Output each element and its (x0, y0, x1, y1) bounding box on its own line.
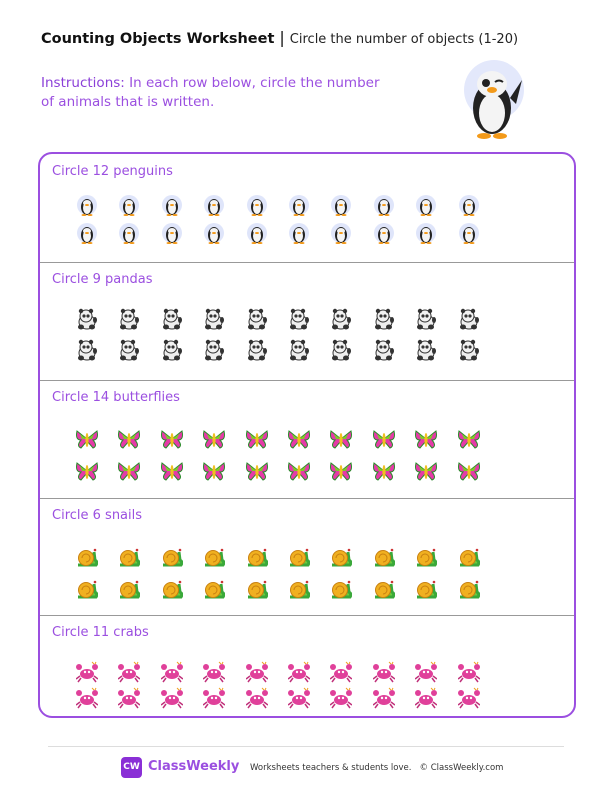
butterfly-icon[interactable] (161, 428, 183, 450)
penguin-icon[interactable] (161, 222, 183, 244)
crab-icon[interactable] (246, 661, 268, 683)
panda-icon[interactable] (246, 339, 268, 361)
panda-icon[interactable] (458, 308, 480, 330)
snail-icon[interactable] (288, 578, 310, 600)
section-label: Circle 12 penguins (52, 164, 173, 179)
crab-icon[interactable] (415, 687, 437, 709)
butterfly-icon[interactable] (373, 460, 395, 482)
penguin-icon[interactable] (118, 194, 140, 216)
panda-icon[interactable] (288, 339, 310, 361)
crab-icon[interactable] (161, 661, 183, 683)
butterfly-icon[interactable] (458, 428, 480, 450)
crab-icon[interactable] (118, 661, 140, 683)
snail-icon[interactable] (246, 546, 268, 568)
panda-icon[interactable] (373, 308, 395, 330)
panda-icon[interactable] (161, 308, 183, 330)
penguin-icon[interactable] (76, 222, 98, 244)
snail-icon[interactable] (373, 546, 395, 568)
butterfly-icon[interactable] (118, 460, 140, 482)
panda-icon[interactable] (161, 339, 183, 361)
snail-icon[interactable] (330, 578, 352, 600)
penguin-icon[interactable] (246, 194, 268, 216)
butterfly-icon[interactable] (288, 460, 310, 482)
snail-icon[interactable] (415, 578, 437, 600)
crab-icon[interactable] (288, 687, 310, 709)
snail-icon[interactable] (288, 546, 310, 568)
butterfly-icon[interactable] (288, 428, 310, 450)
crab-icon[interactable] (373, 661, 395, 683)
section-label: Circle 11 crabs (52, 625, 149, 640)
panda-icon[interactable] (203, 339, 225, 361)
penguin-icon[interactable] (76, 194, 98, 216)
crab-icon[interactable] (458, 687, 480, 709)
snail-icon[interactable] (415, 546, 437, 568)
butterfly-icon[interactable] (330, 460, 352, 482)
section-label: Circle 14 butterflies (52, 390, 180, 405)
panda-icon[interactable] (415, 339, 437, 361)
butterfly-icon[interactable] (118, 428, 140, 450)
snail-icon[interactable] (458, 546, 480, 568)
panda-icon[interactable] (288, 308, 310, 330)
header (41, 28, 518, 47)
section-label: Circle 6 snails (52, 508, 143, 523)
penguin-icon[interactable] (288, 222, 310, 244)
crab-icon[interactable] (161, 687, 183, 709)
crab-icon[interactable] (76, 687, 98, 709)
crab-icon[interactable] (373, 687, 395, 709)
penguin-icon[interactable] (288, 194, 310, 216)
brand-name: ClassWeekly (148, 759, 240, 774)
instructions (41, 74, 391, 112)
penguin-icon[interactable] (246, 222, 268, 244)
footer-tagline (250, 763, 503, 773)
butterfly-icon[interactable] (203, 460, 225, 482)
counting-section (40, 498, 574, 616)
crab-icon[interactable] (330, 687, 352, 709)
worksheet-subtitle: Circle the number of objects (1-20) (289, 32, 519, 47)
counting-section (40, 615, 574, 717)
penguin-icon[interactable] (203, 194, 225, 216)
penguin-icon[interactable] (203, 222, 225, 244)
crab-icon[interactable] (203, 687, 225, 709)
crab-icon[interactable] (203, 661, 225, 683)
counting-rows (38, 152, 576, 718)
panda-icon[interactable] (76, 339, 98, 361)
counting-section (40, 262, 574, 381)
butterfly-icon[interactable] (76, 460, 98, 482)
snail-icon[interactable] (118, 578, 140, 600)
footer-divider (48, 746, 564, 747)
snail-icon[interactable] (161, 578, 183, 600)
panda-icon[interactable] (415, 308, 437, 330)
snail-icon[interactable] (76, 546, 98, 568)
snail-icon[interactable] (76, 578, 98, 600)
snail-icon[interactable] (330, 546, 352, 568)
penguin-icon[interactable] (458, 222, 480, 244)
worksheet-title: Counting Objects Worksheet (41, 31, 275, 47)
butterfly-icon[interactable] (330, 428, 352, 450)
counting-section (40, 380, 574, 499)
snail-icon[interactable] (203, 546, 225, 568)
penguin-icon[interactable] (373, 194, 395, 216)
tagline: Worksheets teachers & students love. (250, 763, 412, 773)
penguin-icon[interactable] (373, 222, 395, 244)
snail-icon[interactable] (118, 546, 140, 568)
butterfly-icon[interactable] (76, 428, 98, 450)
butterfly-icon[interactable] (415, 428, 437, 450)
panda-icon[interactable] (373, 339, 395, 361)
butterfly-icon[interactable] (161, 460, 183, 482)
crab-icon[interactable] (415, 661, 437, 683)
instructions-text: In each row below, circle the number of animals that is written. (41, 75, 380, 110)
panda-icon[interactable] (76, 308, 98, 330)
butterfly-icon[interactable] (458, 460, 480, 482)
penguin-icon[interactable] (330, 194, 352, 216)
crab-icon[interactable] (288, 661, 310, 683)
copyright: © ClassWeekly.com (419, 763, 504, 773)
penguin-icon[interactable] (118, 222, 140, 244)
butterfly-icon[interactable] (373, 428, 395, 450)
panda-icon[interactable] (118, 339, 140, 361)
penguin-icon[interactable] (458, 194, 480, 216)
butterfly-icon[interactable] (246, 428, 268, 450)
crab-icon[interactable] (76, 661, 98, 683)
panda-icon[interactable] (330, 308, 352, 330)
snail-icon[interactable] (203, 578, 225, 600)
penguin-mascot-icon (462, 58, 527, 140)
counting-section (40, 154, 574, 263)
butterfly-icon[interactable] (415, 460, 437, 482)
panda-icon[interactable] (246, 308, 268, 330)
panda-icon[interactable] (458, 339, 480, 361)
snail-icon[interactable] (373, 578, 395, 600)
panda-icon[interactable] (203, 308, 225, 330)
crab-icon[interactable] (330, 661, 352, 683)
penguin-icon[interactable] (161, 194, 183, 216)
penguin-icon[interactable] (330, 222, 352, 244)
butterfly-icon[interactable] (203, 428, 225, 450)
crab-icon[interactable] (458, 661, 480, 683)
crab-icon[interactable] (246, 687, 268, 709)
instructions-label: Instructions: (41, 75, 125, 91)
penguin-icon[interactable] (415, 194, 437, 216)
snail-icon[interactable] (458, 578, 480, 600)
penguin-icon[interactable] (415, 222, 437, 244)
crab-icon[interactable] (118, 687, 140, 709)
panda-icon[interactable] (330, 339, 352, 361)
classweekly-logo: CW (121, 757, 142, 778)
panda-icon[interactable] (118, 308, 140, 330)
section-label: Circle 9 pandas (52, 272, 153, 287)
butterfly-icon[interactable] (246, 460, 268, 482)
snail-icon[interactable] (246, 578, 268, 600)
snail-icon[interactable] (161, 546, 183, 568)
title-separator: | (279, 28, 285, 47)
